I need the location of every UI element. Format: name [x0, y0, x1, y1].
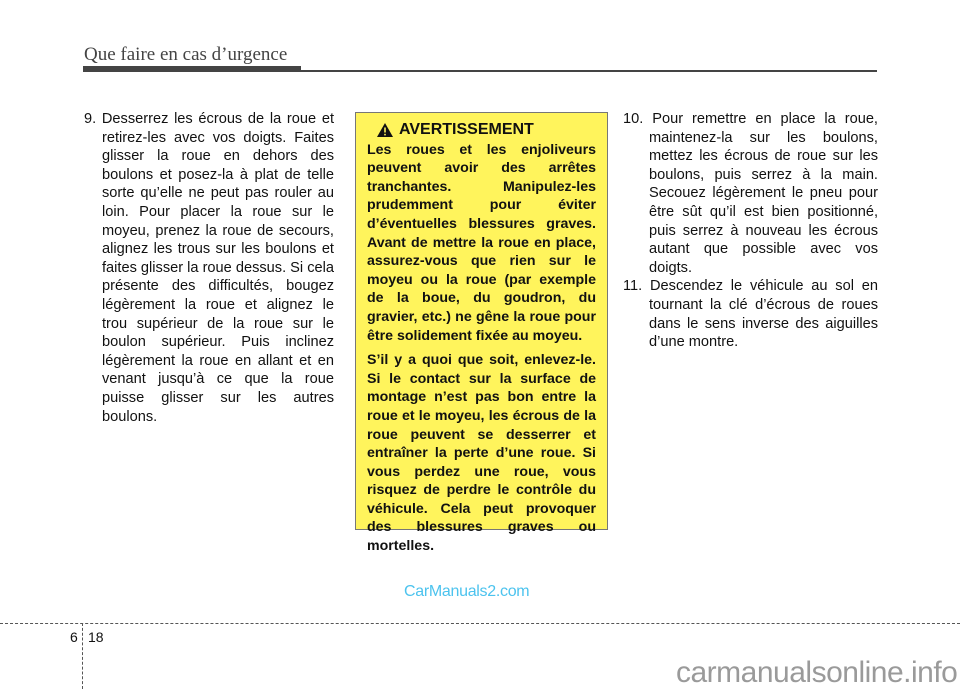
- warning-triangle-icon: [377, 123, 393, 137]
- warning-heading: [377, 121, 596, 140]
- right-column: [623, 110, 878, 352]
- step-11: 11. Descendez le véhicule au sol en tournant la clé d’écrous de roues dans le sens inverse des aiguilles d’une montre.: [623, 278, 878, 351]
- footer-rule: [0, 623, 960, 624]
- watermark-carmanuals2[interactable]: CarManuals2.com: [404, 583, 530, 600]
- header-rule-thin: [301, 70, 877, 72]
- warning-title: AVERTISSEMENT: [399, 121, 534, 138]
- warning-box: [355, 112, 608, 555]
- step-10: 10. Pour remettre en place la roue, maintenez-la sur les boulons, mettez les écrous de roue sur les boulons, puis serrez à la main. Secouez légèrement le pneu pour être sût qu’il est bien positionné, puis serrez à nouveau les écrous autant que possible avec vos doigts.: [623, 111, 878, 276]
- section-number: 6: [70, 629, 78, 645]
- section-header: Que faire en cas d’urgence: [84, 44, 288, 65]
- footer-divider: [82, 623, 83, 689]
- watermark-carmanualsonline: carmanualsonline.info: [676, 656, 958, 689]
- warning-paragraph: S’il y a quoi que soit, enlevez-le. Si le contact sur la surface de montage n’est pas bon entre la roue et le moyeu, les écrous de la roue peuvent se desserrer et entraîner la perte d’une roue. Si vous perdez une roue, vous risquez de perdre le contrôle du véhicule. Cela peut provoquer des blessures graves ou mortelles.: [367, 352, 596, 555]
- page-number: 18: [88, 629, 104, 645]
- warning-paragraph: Les roues et les enjoliveurs peuvent avoir des arrêtes tranchantes. Manipulez-les prudemment pour éviter d’éventuelles blessures graves. Avant de mettre la roue en place, assurez-vous que rien sur le moyeu ou la roue (par exemple de la boue, du goudron, du gravier, etc.) ne gêne la roue pour être solidement fixée au moyeu.: [367, 141, 596, 344]
- header-rule-thick: [83, 66, 301, 72]
- step-9: 9. Desserrez les écrous de la roue et retirez-les avec vos doigts. Faites glisser la roue en dehors des boulons et posez-la à plat de telle sorte qu’elle ne peut pas rouler au loin. Pour placer la roue sur le moyeu, prenez la roue de secours, alignez les trous sur les boulons et faites glisser la roue dessus. Si cela présente des difficultés, bougez légèrement la roue et alignez le trou supérieur de la roue sur le boulon supérieur. Puis inclinez légèrement la roue en allant et en venant jusqu’à ce que la roue puisse glisser sur les autres boulons.: [84, 111, 334, 425]
- left-column: [84, 110, 334, 426]
